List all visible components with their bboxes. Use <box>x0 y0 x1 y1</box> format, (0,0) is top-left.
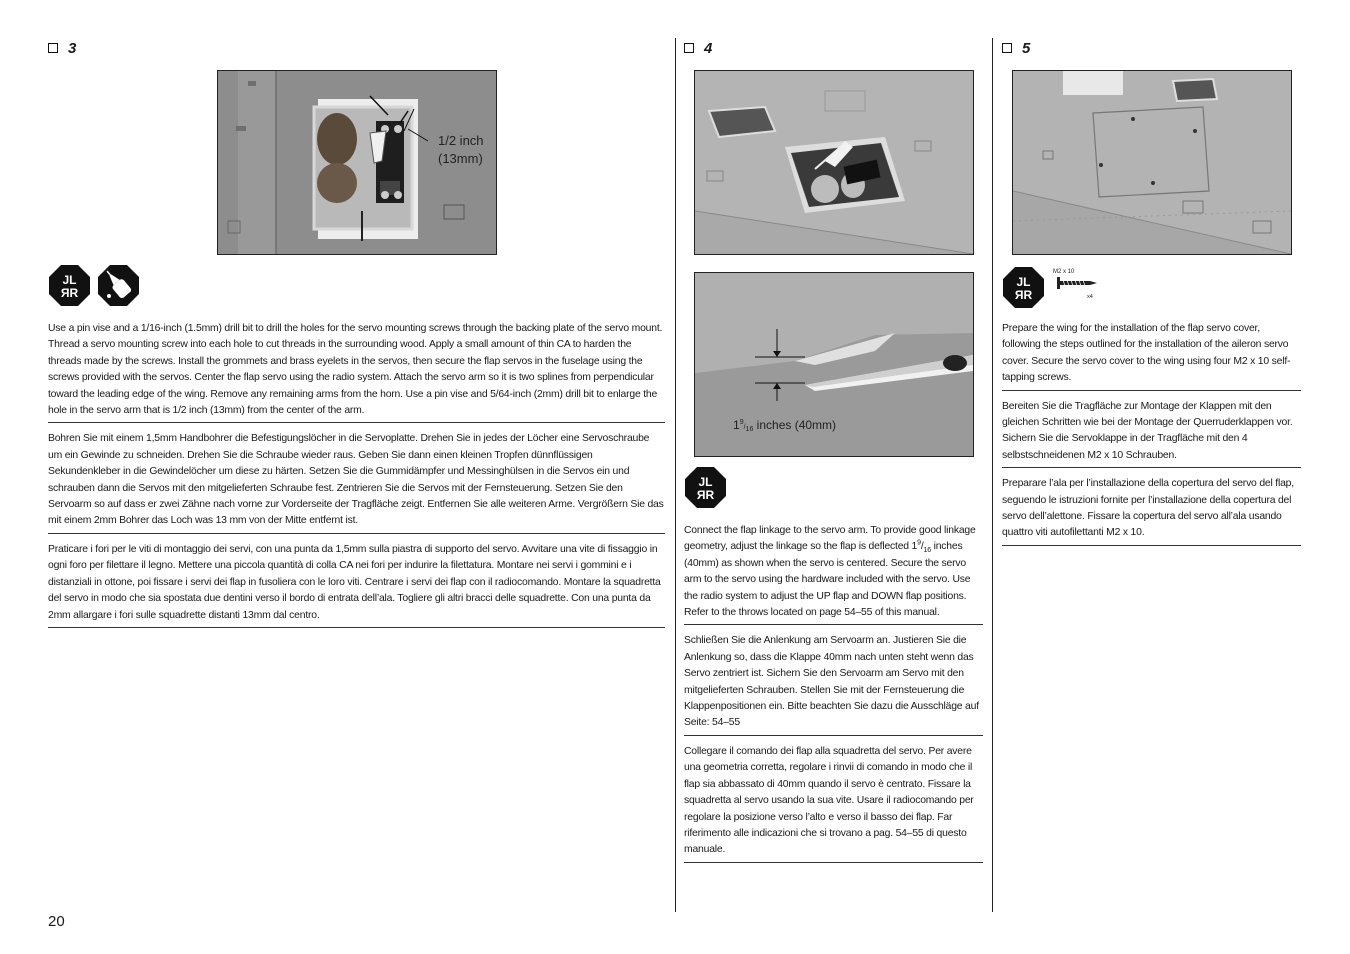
jr-logo-icon <box>48 264 91 307</box>
photo-dimension-label: $1^9_/16$ inches (40mm) <box>733 418 837 433</box>
photo-dimension-label: (13mm) <box>438 151 483 166</box>
step-3-icons <box>48 264 140 307</box>
step-3-text <box>48 321 665 636</box>
step-4-text <box>684 523 983 871</box>
instruction-german: Bohren Sie mit einem 1,5mm Handbohrer die Befestigungslöcher in die Servoplatte. Drehen Sie in jedes der Löcher eine Servoschraube um ein Gewinde zu schneiden. Drehen Sie die Schraube wieder raus. Geben Sie dann einen kleinen Tropfen dünnflüssigen Sekundenkleber in die Gewindelöcher um diese zu härten. Setzen Sie die Gummidämpfer und Messinghülsen in die Servos ein und schrauben dann die Servos mit den mitgelieferten Schraube fest. Zentrieren Sie die Servos mit der Fernsteuerung. Setzen Sie den Servoarm so auf dass er zwei Zähne nach vorne zur Vorderseite der Tragfläche zeigt. Entfernen Sie alle weiteren Arme. Vergrößern Sie das mit einem 2mm Bohrer das Loch was 13 mm von der Mitte entfernt ist. <box>48 431 665 533</box>
instruction-english: Use a pin vise and a 1/16-inch (1.5mm) drill bit to drill the holes for the servo mounting screws through the backing plate of the servo mount. Thread a servo mounting screw into each hole to cut threads in the surrounding wood. Apply a small amount of thin CA to harden the threads made by the screws. Install the grommets and brass eyelets in the servos, then secure the flap servos in the fuselage using the screws provided with the servos. Center the flap servo using the radio system. Attach the servo arm so it is two splines from perpendicular toward the leading edge of the wing. Remove any remaining arms from the horn. Use a pin vise and 5/64-inch (2mm) drill bit to enlarge the hole in the servo arm that is 1/2 inch (13mm) from the center of the arm. <box>48 321 665 423</box>
checkbox-icon[interactable] <box>684 43 694 53</box>
page-number: 20 <box>48 913 65 930</box>
column-divider-2 <box>992 38 993 912</box>
svg-text:ЯR: ЯR <box>1014 288 1033 302</box>
step-3-column <box>48 38 665 912</box>
svg-text:ЯR: ЯR <box>60 286 79 300</box>
jr-logo-icon <box>1002 266 1045 309</box>
step-number: 5 <box>1022 39 1031 57</box>
svg-text:JL: JL <box>698 475 713 489</box>
step-5-header <box>1002 38 1301 58</box>
svg-text:JL: JL <box>62 273 77 287</box>
step-5-photo <box>1012 70 1292 255</box>
checkbox-icon[interactable] <box>1002 43 1012 53</box>
checkbox-icon[interactable] <box>48 43 58 53</box>
instruction-italian: Praticare i fori per le viti di montaggio dei servi, con una punta da 1,5mm sulla piastra di supporto del servo. Avvitare una vite di fissaggio in ogni foro per filettare il legno. Mettere una piccola quantità di colla CA nei fori per indurire la filettatura. Montare nei servi i gommini e i distanziali in ottone, poi fissare i servi dei flap in fusoliera con le loro viti. Centrare i servi dei flap con il radiocomando. Montare la squadretta del servo in modo che sia spostata due dentini verso il bordo di entrata dell’ala. Togliere gli altri bracci delle squadrette. Con una punta da 2mm allargare i fori sulle squadrette distanti 13mm dal centro. <box>48 542 665 628</box>
instruction-german: Bereiten Sie die Tragfläche zur Montage der Klappen mit den gleichen Schritten wie bei der Montage der Querruderklappen vor. Sichern Sie die Servoklappe in der Tragfläche mit den 4 selbstschneidenen M2 x 10 Schrauben. <box>1002 399 1301 469</box>
ca-glue-bottle-icon <box>97 264 140 307</box>
step-4-header <box>684 38 983 58</box>
step-4-photo-bottom <box>694 272 974 457</box>
step-5-icons <box>1002 266 1103 309</box>
step-4-column <box>684 38 983 912</box>
self-tapping-screw-icon <box>1051 266 1103 302</box>
step-number: 3 <box>68 39 77 57</box>
step-5-text <box>1002 321 1301 554</box>
step-5-column <box>1002 38 1301 912</box>
step-3-photo <box>217 70 497 255</box>
photo-dimension-label: 1/2 inch <box>438 133 484 148</box>
svg-text:JL: JL <box>1016 275 1031 289</box>
step-4-icons <box>684 466 727 509</box>
instruction-italian: Collegare il comando dei flap alla squadretta del servo. Per avere una geometria corretta, regolare i rinvii di comando in modo che il flap sia abbassato di 40mm quando il servo è centrato. Fissare la squadretta al servo usando la sua vite. Usare il radiocomando per regolare la posizione verso l’alto e verso il basso dei flap. Far riferimento alle indicazioni che si trovano a pag. 54–55 di questo manuale. <box>684 744 983 863</box>
step-3-header <box>48 38 665 58</box>
instruction-italian: Preparare l’ala per l’installazione della copertura del servo del flap, seguendo le istruzioni fornite per l’installazione della copertura del servo dell’alettone. Fissare la copertura del servo all’ala usando quattro viti autofilettanti M2 x 10. <box>1002 476 1301 546</box>
screw-size-label: M2 x 10 <box>1053 269 1075 275</box>
column-divider-1 <box>675 38 676 912</box>
instruction-english: Connect the flap linkage to the servo arm. To provide good linkage geometry, adjust the linkage so the flap is deflected $1^9/_{16}$ inches (40mm) as shown when the servo is centered. Secure the servo arm to the servo using the hardware included with the servo. Use the radio system to adjust the UP flap and DOWN flap positions. Refer to the throws located on page 54–55 of this manual. <box>684 523 983 625</box>
instruction-german: Schließen Sie die Anlenkung am Servoarm an. Justieren Sie die Anlenkung so, dass die Klappe 40mm nach unten steht wenn das Servo zentriert ist. Sichern Sie den Servoarm am Servo mit den mitgelieferten Schrauben. Stellen Sie mit der Fernsteuerung die Klappenpositionen ein. Bitte beachten Sie dazu die Ausschläge auf Seite: 54–55 <box>684 633 983 735</box>
svg-text:ЯR: ЯR <box>696 488 715 502</box>
step-number: 4 <box>704 39 713 57</box>
instruction-english: Prepare the wing for the installation of the flap servo cover, following the steps outlined for the installation of the aileron servo cover. Secure the servo cover to the wing using four M2 x 10 self-tapping screws. <box>1002 321 1301 391</box>
screw-quantity-label: x4 <box>1087 294 1093 300</box>
jr-logo-icon <box>684 466 727 509</box>
step-4-photo-top <box>694 70 974 255</box>
